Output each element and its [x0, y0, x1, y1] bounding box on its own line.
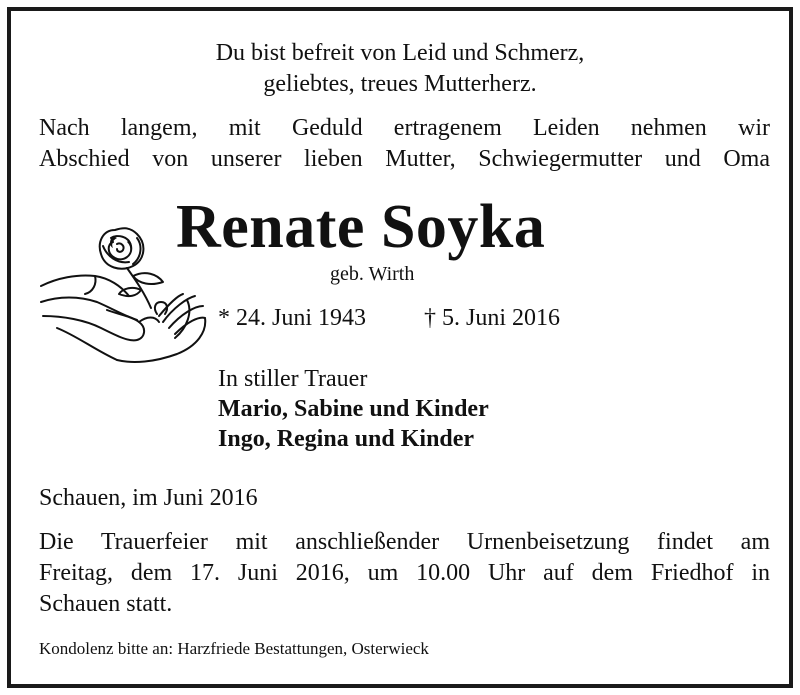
intro-line-2: Abschied von unserer lieben Mutter, Schwiegermutter und Oma [39, 146, 770, 172]
deceased-name: Renate Soyka [176, 193, 546, 261]
verse-line-2: geliebtes, treues Mutterherz. [263, 71, 537, 97]
obituary-notice [7, 7, 793, 688]
mourning-heading: In stiller Trauer [218, 366, 368, 392]
death-date: † 5. Juni 2016 [424, 305, 561, 331]
birth-date: * 24. Juni 1943 [218, 305, 367, 331]
mourner-family-1: Mario, Sabine und Kinder [218, 396, 489, 422]
condolence-note: Kondolenz bitte an: Harzfriede Bestattungen, Osterwieck [39, 639, 429, 658]
intro-line-1: Nach langem, mit Geduld ertragenem Leiden nehmen wir [39, 115, 770, 141]
verse-line-1: Du bist befreit von Leid und Schmerz, [215, 40, 585, 66]
funeral-line-3: Schauen statt. [39, 591, 173, 617]
funeral-line-1: Die Trauerfeier mit anschließender Urnenbeisetzung findet am [39, 529, 770, 555]
maiden-name: geb. Wirth [330, 263, 415, 285]
place-date: Schauen, im Juni 2016 [39, 485, 258, 511]
mourner-family-2: Ingo, Regina und Kinder [218, 426, 475, 452]
funeral-line-2: Freitag, dem 17. Juni 2016, um 10.00 Uhr auf dem Friedhof in [39, 560, 770, 586]
